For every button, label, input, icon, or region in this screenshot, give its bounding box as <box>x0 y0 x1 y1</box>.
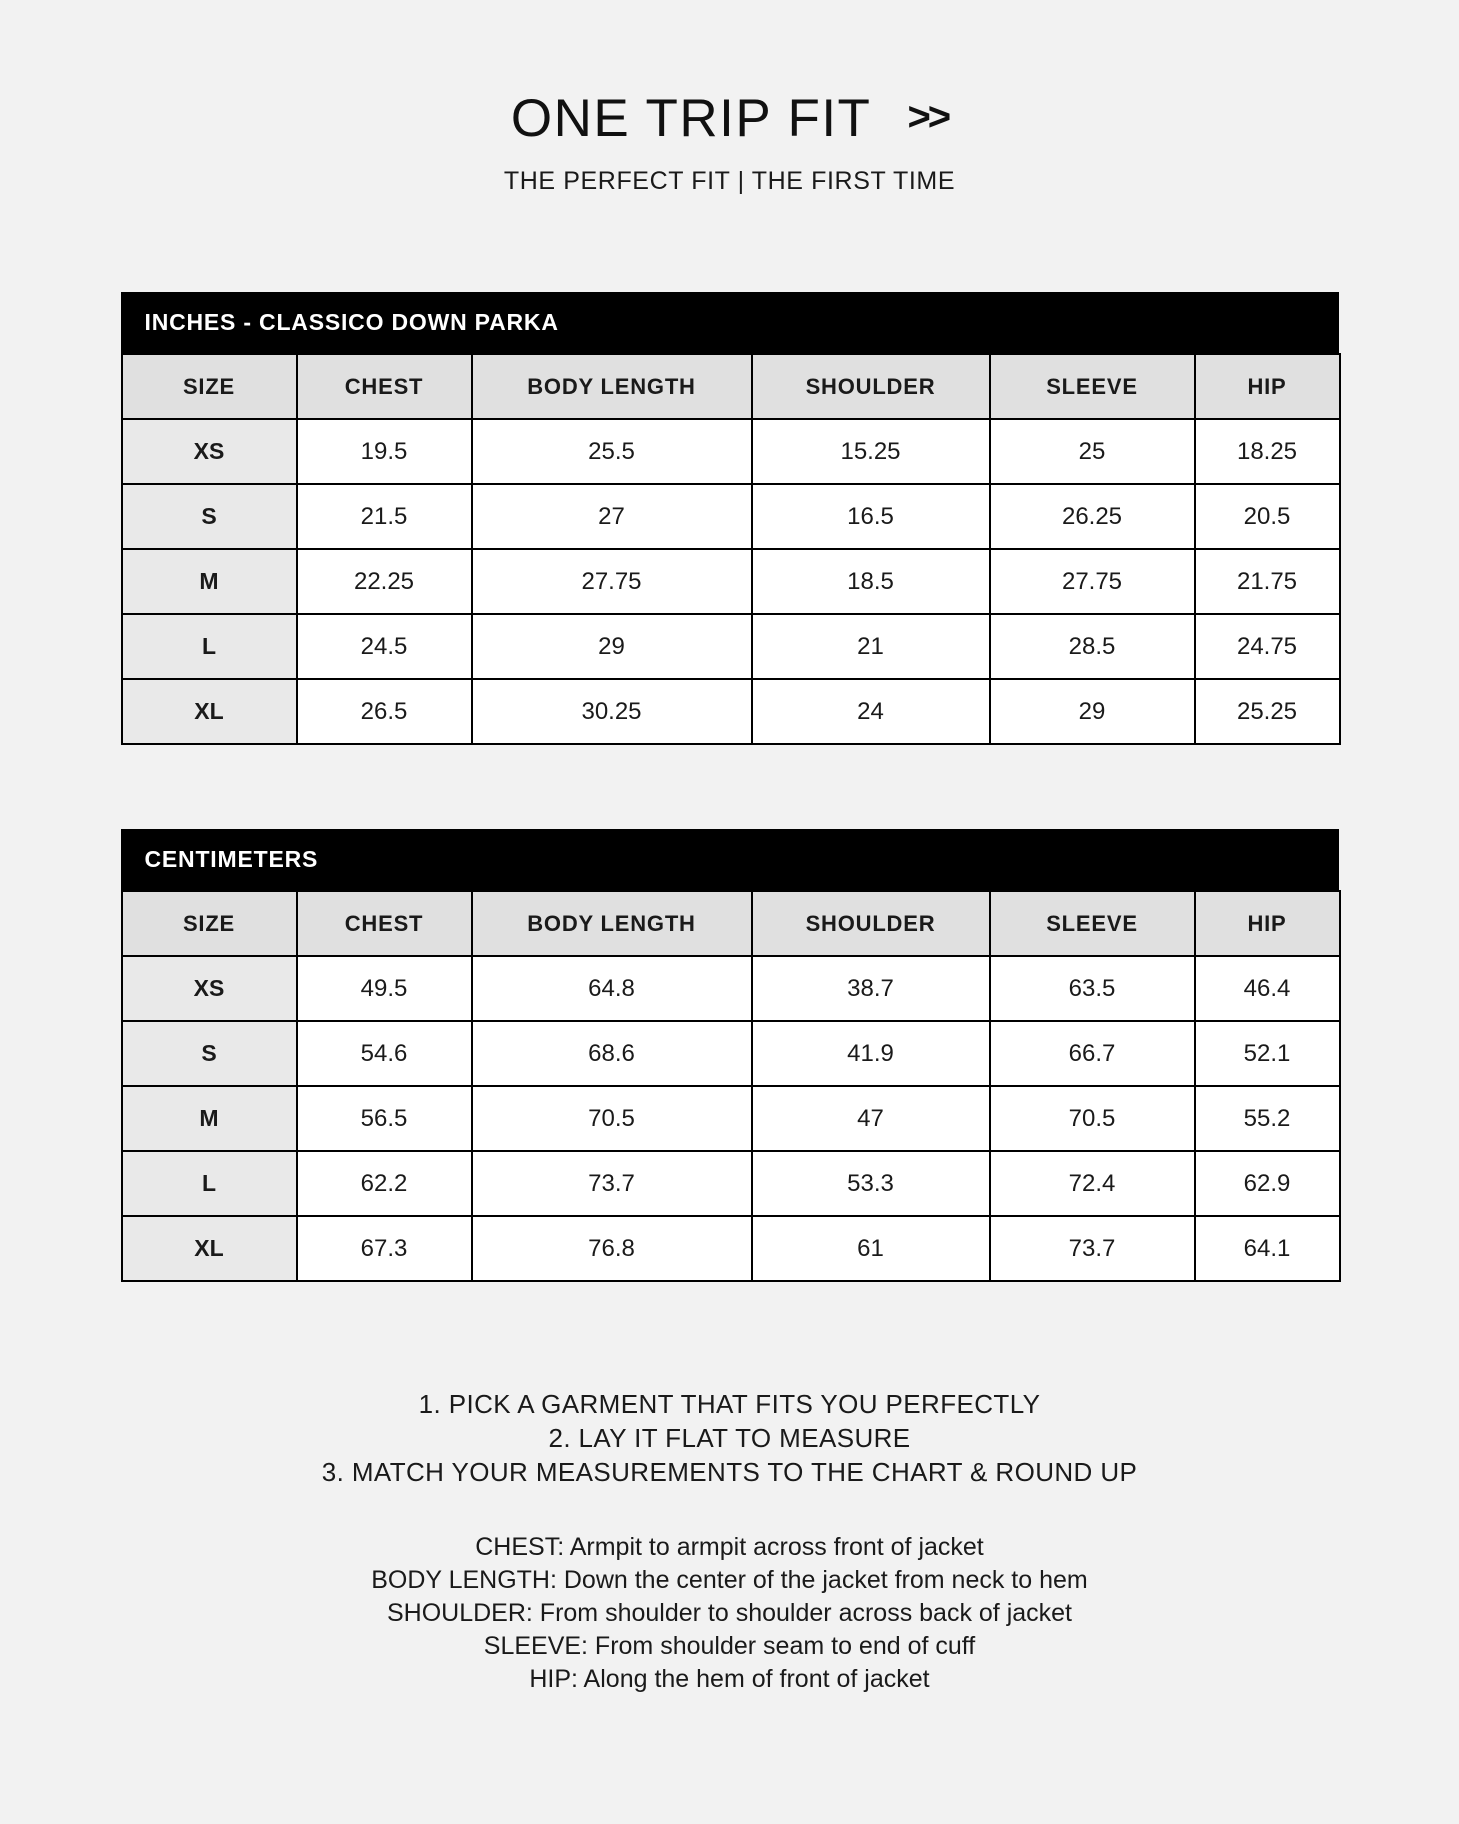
definition-chest: CHEST: Armpit to armpit across front of jacket <box>475 1533 984 1562</box>
page-subtitle: THE PERFECT FIT | THE FIRST TIME <box>503 167 956 195</box>
cell-shoulder: 18.5 <box>752 549 990 614</box>
table-row <box>122 614 1340 679</box>
cell-chest: 56.5 <box>297 1086 472 1151</box>
definition-sleeve: SLEEVE: From shoulder seam to end of cuff <box>483 1632 976 1661</box>
page-header <box>120 0 1339 196</box>
column-header-shoulder: SHOULDER <box>752 891 990 956</box>
cell-body-length: 73.7 <box>472 1151 752 1216</box>
table-row <box>122 1151 1340 1216</box>
definition-shoulder: SHOULDER: From shoulder to shoulder across back of jacket <box>387 1599 1072 1628</box>
column-header-chest: CHEST <box>297 354 472 419</box>
instructions-section <box>120 1388 1339 1696</box>
cell-chest: 62.2 <box>297 1151 472 1216</box>
cell-hip: 62.9 <box>1195 1151 1340 1216</box>
column-header-size: SIZE <box>122 354 297 419</box>
cell-body-length: 27 <box>472 484 752 549</box>
step-1: 1. PICK A GARMENT THAT FITS YOU PERFECTLY <box>418 1389 1041 1419</box>
cell-shoulder: 47 <box>752 1086 990 1151</box>
cell-hip: 25.25 <box>1195 679 1340 744</box>
cell-hip: 18.25 <box>1195 419 1340 484</box>
cell-hip: 64.1 <box>1195 1216 1340 1281</box>
cell-chest: 19.5 <box>297 419 472 484</box>
column-header-size: SIZE <box>122 891 297 956</box>
table-row <box>122 1021 1340 1086</box>
title-row <box>120 89 1339 148</box>
cell-chest: 67.3 <box>297 1216 472 1281</box>
table-row <box>122 549 1340 614</box>
inches-size-table <box>121 353 1341 745</box>
column-header-hip: HIP <box>1195 891 1340 956</box>
cell-sleeve: 28.5 <box>990 614 1195 679</box>
page-title: ONE TRIP FIT <box>510 89 872 148</box>
table-row <box>122 484 1340 549</box>
cell-sleeve: 26.25 <box>990 484 1195 549</box>
table-header-row <box>122 354 1340 419</box>
cell-chest: 24.5 <box>297 614 472 679</box>
step-3: 3. MATCH YOUR MEASUREMENTS TO THE CHART & ROUND UP <box>321 1456 1138 1487</box>
cell-chest: 21.5 <box>297 484 472 549</box>
inches-table-caption: INCHES - CLASSICO DOWN PARKA <box>121 292 1339 353</box>
cell-sleeve: 25 <box>990 419 1195 484</box>
cell-sleeve: 73.7 <box>990 1216 1195 1281</box>
cell-shoulder: 41.9 <box>752 1021 990 1086</box>
double-chevron-right-icon: >> <box>907 94 949 139</box>
table-row <box>122 956 1340 1021</box>
cell-sleeve: 27.75 <box>990 549 1195 614</box>
column-header-body-length: BODY LENGTH <box>472 354 752 419</box>
cell-body-length: 76.8 <box>472 1216 752 1281</box>
column-header-chest: CHEST <box>297 891 472 956</box>
measuring-steps <box>120 1388 1339 1489</box>
cell-sleeve: 70.5 <box>990 1086 1195 1151</box>
cell-body-length: 30.25 <box>472 679 752 744</box>
table-row <box>122 1216 1340 1281</box>
column-header-shoulder: SHOULDER <box>752 354 990 419</box>
cell-shoulder: 21 <box>752 614 990 679</box>
column-header-hip: HIP <box>1195 354 1340 419</box>
cell-size: XL <box>122 1216 297 1281</box>
cell-body-length: 64.8 <box>472 956 752 1021</box>
cell-body-length: 27.75 <box>472 549 752 614</box>
cell-shoulder: 24 <box>752 679 990 744</box>
cell-hip: 46.4 <box>1195 956 1340 1021</box>
cell-shoulder: 61 <box>752 1216 990 1281</box>
cell-size: M <box>122 1086 297 1151</box>
column-header-sleeve: SLEEVE <box>990 354 1195 419</box>
cell-hip: 52.1 <box>1195 1021 1340 1086</box>
column-header-sleeve: SLEEVE <box>990 891 1195 956</box>
cell-body-length: 29 <box>472 614 752 679</box>
cell-size: L <box>122 1151 297 1216</box>
cell-hip: 20.5 <box>1195 484 1340 549</box>
cell-hip: 21.75 <box>1195 549 1340 614</box>
table-row <box>122 419 1340 484</box>
cell-hip: 55.2 <box>1195 1086 1340 1151</box>
table-row <box>122 679 1340 744</box>
step-2: 2. LAY IT FLAT TO MEASURE <box>548 1422 911 1453</box>
centimeters-size-table <box>121 890 1341 1282</box>
cell-chest: 49.5 <box>297 956 472 1021</box>
definition-body-length: BODY LENGTH: Down the center of the jacket from neck to hem <box>371 1566 1088 1595</box>
cell-size: S <box>122 1021 297 1086</box>
cell-sleeve: 29 <box>990 679 1195 744</box>
cell-size: S <box>122 484 297 549</box>
cell-chest: 22.25 <box>297 549 472 614</box>
cell-sleeve: 72.4 <box>990 1151 1195 1216</box>
cell-shoulder: 16.5 <box>752 484 990 549</box>
cell-size: L <box>122 614 297 679</box>
cell-size: XS <box>122 956 297 1021</box>
centimeters-table-block <box>121 829 1339 1282</box>
cell-size: XS <box>122 419 297 484</box>
cell-shoulder: 53.3 <box>752 1151 990 1216</box>
cell-sleeve: 63.5 <box>990 956 1195 1021</box>
cell-sleeve: 66.7 <box>990 1021 1195 1086</box>
cell-shoulder: 15.25 <box>752 419 990 484</box>
table-row <box>122 1086 1340 1151</box>
centimeters-table-caption: CENTIMETERS <box>121 829 1339 890</box>
cell-chest: 54.6 <box>297 1021 472 1086</box>
cell-chest: 26.5 <box>297 679 472 744</box>
measurement-definitions <box>120 1531 1339 1696</box>
cell-hip: 24.75 <box>1195 614 1340 679</box>
inches-table-block <box>121 292 1339 745</box>
cell-body-length: 25.5 <box>472 419 752 484</box>
cell-body-length: 68.6 <box>472 1021 752 1086</box>
cell-shoulder: 38.7 <box>752 956 990 1021</box>
cell-size: XL <box>122 679 297 744</box>
cell-body-length: 70.5 <box>472 1086 752 1151</box>
column-header-body-length: BODY LENGTH <box>472 891 752 956</box>
table-header-row <box>122 891 1340 956</box>
cell-size: M <box>122 549 297 614</box>
definition-hip: HIP: Along the hem of front of jacket <box>529 1665 930 1694</box>
